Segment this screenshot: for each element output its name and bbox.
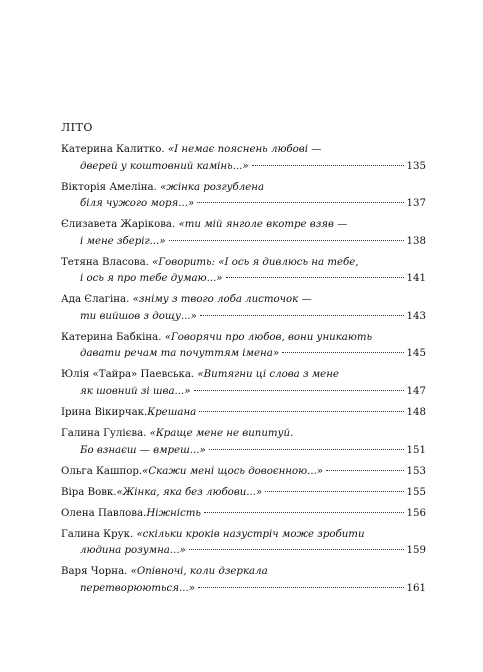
- toc-title: «зніму з твого лоба листочок —: [132, 294, 312, 306]
- toc-author: Варя Чорна.: [61, 566, 128, 578]
- dot-leader: [209, 449, 404, 450]
- toc-title: «скільки кроків назустріч може зробити: [136, 528, 365, 540]
- toc-page-number: 153: [406, 465, 426, 477]
- toc-title: «Жінка, яка без любови...»: [116, 486, 263, 498]
- dot-leader: [226, 277, 404, 278]
- toc-title: «Говорячи про любов, вони уникають: [164, 331, 373, 343]
- toc-entry-line: [61, 180, 426, 197]
- toc-entry-line: [61, 384, 426, 401]
- toc-entry-line: [61, 309, 426, 326]
- toc-entry: [61, 426, 426, 459]
- toc-entry-line: [61, 196, 426, 213]
- toc-author: Тетяна Власова.: [61, 256, 149, 268]
- toc-author: Катерина Бабкіна.: [61, 331, 162, 343]
- toc-title-continued: дверей у коштовний камінь...»: [80, 160, 249, 172]
- toc-entry: [61, 367, 426, 400]
- toc-page-number: 147: [406, 386, 426, 398]
- dot-leader: [282, 352, 403, 353]
- toc-author: Юлія «Тайра» Паевська.: [61, 369, 195, 381]
- toc-title: «ти мій янголе вкотре взяв —: [178, 219, 348, 231]
- toc-title: «Говорить: «І ось я дивлюсь на тебе,: [152, 256, 359, 268]
- toc-page-number: 143: [406, 310, 426, 322]
- toc-title-continued: Бо взнаєш — вмреш...»: [80, 444, 206, 456]
- toc-author: Єлизавета Жарікова.: [61, 219, 176, 231]
- dot-leader: [189, 549, 404, 550]
- toc-entry: [61, 485, 426, 502]
- toc-entry-line: [61, 217, 426, 234]
- toc-title-continued: давати речам та почуттям імена»: [80, 348, 280, 360]
- toc-entry-line: [61, 346, 426, 363]
- toc-entry: [61, 255, 426, 288]
- toc-entry: [61, 405, 426, 422]
- toc-title-continued: біля чужого моря...»: [80, 198, 195, 210]
- toc-author: Вікторія Амеліна.: [61, 181, 157, 193]
- toc-entry-line: [61, 255, 426, 272]
- toc-entry-line: [61, 485, 426, 502]
- toc-entry-line: [61, 426, 426, 443]
- toc-entry-line: [61, 443, 426, 460]
- toc-entry-line: [61, 292, 426, 309]
- toc-page-number: 156: [406, 507, 426, 519]
- toc-page-number: 137: [406, 198, 426, 210]
- toc-entry-line: [61, 330, 426, 347]
- toc-entry: [61, 292, 426, 325]
- toc-entry-line: [61, 464, 426, 481]
- toc-entry-line: [61, 142, 426, 159]
- toc-author: Олена Павлова.: [61, 507, 147, 519]
- toc-title: «І немає пояснень любові —: [167, 144, 322, 155]
- toc-author: Ада Єлагіна.: [61, 294, 130, 306]
- toc-title: «Краще мене не випитуй.: [149, 428, 294, 440]
- dot-leader: [265, 491, 403, 492]
- toc-title: «Опівночі, коли дзеркала: [130, 566, 268, 578]
- toc-entry-line: [61, 581, 426, 598]
- toc-page-number: 145: [406, 348, 426, 360]
- toc-title-continued: ти вийшов з дощу...»: [80, 310, 197, 322]
- toc-entry-line: [61, 506, 426, 523]
- toc-entry-line: [61, 159, 426, 176]
- toc-title-continued: як шовний зі шва...»: [80, 386, 191, 398]
- table-of-contents: [61, 142, 426, 602]
- toc-entry: [61, 506, 426, 523]
- toc-page-number: 135: [406, 160, 426, 172]
- toc-title-continued: і мене зберіг...»: [80, 235, 166, 247]
- toc-entry: [61, 142, 426, 175]
- toc-page-number: 159: [406, 545, 426, 557]
- toc-entry: [61, 180, 426, 213]
- dot-leader: [252, 165, 404, 166]
- toc-entry-line: [61, 527, 426, 544]
- toc-author: Галина Крук.: [61, 528, 134, 540]
- dot-leader: [199, 411, 403, 412]
- toc-title: Ніжність: [146, 507, 201, 519]
- toc-title: «жінка розгублена: [160, 181, 265, 193]
- dot-leader: [326, 470, 404, 471]
- toc-entry-line: [61, 564, 426, 581]
- toc-author: Галина Гулієва.: [61, 428, 147, 440]
- toc-title-continued: перетворюються...»: [80, 582, 195, 594]
- toc-author: Віра Вовк.: [61, 486, 117, 498]
- dot-leader: [197, 202, 403, 203]
- toc-entry: [61, 217, 426, 250]
- toc-title-continued: і ось я про тебе думаю...»: [80, 273, 223, 285]
- section-title: ЛІТО: [61, 121, 93, 134]
- dot-leader: [198, 587, 404, 588]
- toc-entry-line: [61, 405, 426, 422]
- dot-leader: [200, 315, 404, 316]
- toc-page-number: 141: [406, 273, 426, 285]
- toc-page-number: 148: [406, 407, 426, 419]
- toc-title: Крешана: [147, 407, 197, 419]
- toc-entry-line: [61, 367, 426, 384]
- toc-entry: [61, 564, 426, 597]
- toc-entry-line: [61, 234, 426, 251]
- toc-page-number: 151: [406, 444, 426, 456]
- dot-leader: [194, 390, 404, 391]
- toc-page-number: 161: [406, 582, 426, 594]
- dot-leader: [204, 512, 404, 513]
- toc-author: Ірина Вікирчак.: [61, 407, 148, 419]
- toc-title: «Скажи мені щось довоєнною...»: [142, 465, 324, 477]
- dot-leader: [169, 240, 404, 241]
- toc-page-number: 138: [406, 235, 426, 247]
- toc-title: «Витягни ці слова з мене: [197, 369, 339, 381]
- toc-author: Катерина Калитко.: [61, 144, 165, 155]
- toc-entry: [61, 464, 426, 481]
- toc-title-continued: людина розумна...»: [80, 545, 186, 557]
- toc-entry-line: [61, 543, 426, 560]
- toc-author: Ольга Кашпор.: [61, 465, 143, 477]
- toc-entry: [61, 330, 426, 363]
- toc-page-number: 155: [406, 486, 426, 498]
- toc-entry: [61, 527, 426, 560]
- toc-entry-line: [61, 271, 426, 288]
